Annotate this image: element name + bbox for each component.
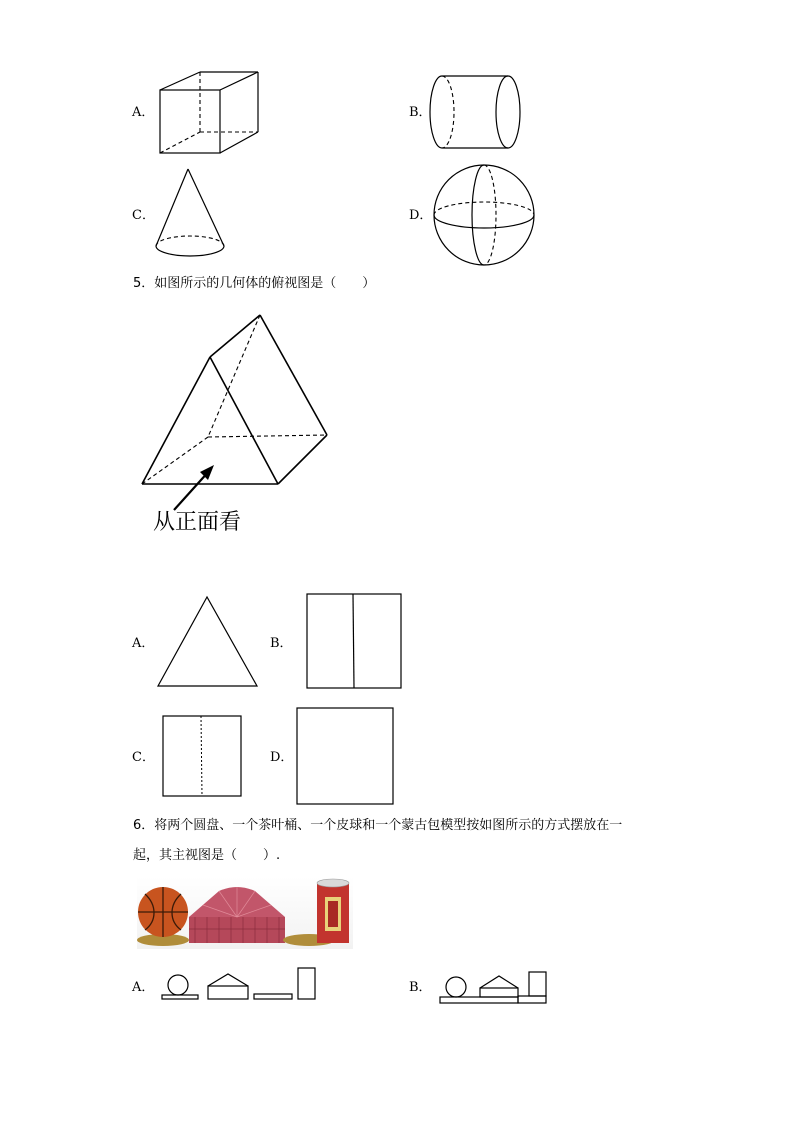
- q4-cylinder-figure: [432, 74, 524, 150]
- q5-option-a-figure: [155, 594, 261, 690]
- q6-option-b-figure: [438, 970, 550, 1006]
- q4-cone-figure: [152, 166, 230, 260]
- q5-option-a-label[interactable]: A．: [132, 636, 155, 651]
- connected-views-shape: [440, 972, 546, 1003]
- cone-shape: [156, 169, 224, 256]
- q5-option-d-label[interactable]: D．: [270, 750, 294, 765]
- q4-sphere-figure: [432, 163, 538, 267]
- q6-option-a-label[interactable]: A．: [132, 980, 155, 995]
- q5-figure-caption: 从正面看: [153, 510, 242, 535]
- q6-stem-line2: 起，其主视图是（ ）.: [133, 848, 281, 863]
- triangle-shape: [158, 597, 257, 686]
- q5-stem: 5．如图所示的几何体的俯视图是（ ）: [133, 276, 376, 291]
- view-direction-arrow-icon: [170, 462, 220, 514]
- q4-option-b-label[interactable]: B．: [409, 105, 432, 120]
- tea-canister-icon: [317, 879, 349, 943]
- cube-shape: [160, 72, 258, 153]
- q4-cube-figure: [158, 70, 260, 156]
- rectangle-dashed-divider-shape: [163, 716, 241, 796]
- square-shape: [297, 708, 393, 804]
- q4-option-c-label[interactable]: C．: [132, 208, 155, 223]
- q4-option-d-label[interactable]: D．: [409, 208, 433, 223]
- q5-option-c-figure: [161, 714, 243, 798]
- triangular-prism-shape: [142, 315, 327, 484]
- q6-option-b-label[interactable]: B．: [409, 980, 432, 995]
- rectangle-solid-divider-shape: [307, 594, 401, 688]
- q6-objects-photo: [137, 877, 353, 949]
- q6-stem-line1: 6．将两个圆盘、一个茶叶桶、一个皮球和一个蒙古包模型按如图所示的方式摆放在一: [133, 818, 623, 833]
- q5-option-b-figure: [305, 592, 403, 690]
- q5-option-d-figure: [295, 706, 395, 806]
- q5-option-b-label[interactable]: B．: [270, 636, 293, 651]
- q4-option-a-label[interactable]: A．: [132, 105, 155, 120]
- q5-prism-figure: [140, 312, 332, 490]
- separated-views-shape: [162, 968, 315, 999]
- sphere-shape: [434, 165, 534, 265]
- cylinder-shape: [430, 76, 520, 148]
- q6-option-a-figure: [160, 966, 318, 1002]
- basketball-icon: [138, 887, 188, 937]
- q5-option-c-label[interactable]: C．: [132, 750, 155, 765]
